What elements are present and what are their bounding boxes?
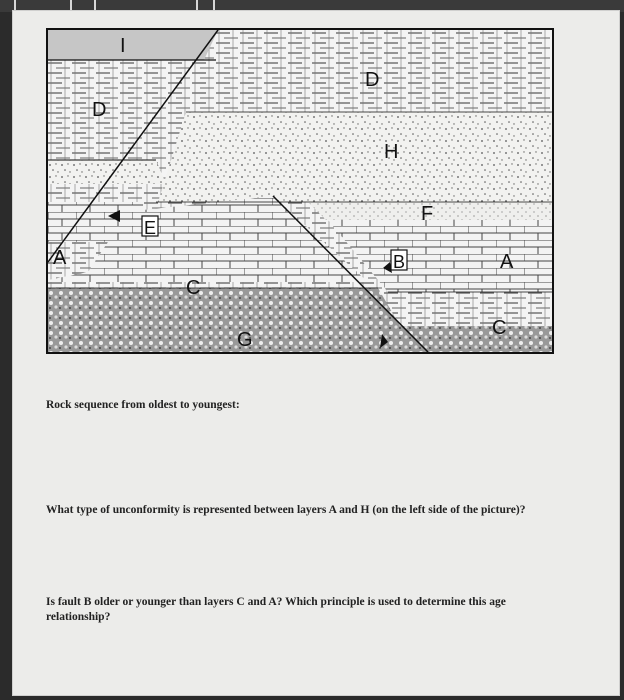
label-G: G	[237, 329, 253, 351]
question-unconformity: What type of unconformity is represented between layers A and H (on the left side of the picture)?	[46, 504, 526, 516]
geologic-cross-section	[46, 28, 554, 354]
question-rock-sequence: Rock sequence from oldest to youngest:	[46, 399, 240, 411]
label-A-left: A	[53, 247, 67, 269]
label-A-right: A	[500, 251, 514, 273]
label-B: B	[393, 252, 406, 272]
label-C-left: C	[186, 277, 201, 299]
label-C-right: C	[492, 317, 507, 339]
label-I: I	[120, 35, 126, 57]
label-E: E	[144, 218, 157, 238]
question-fault-age: Is fault B older or younger than layers C and A? Which principle is used to determine this age relationship?	[46, 596, 506, 623]
layer-G-conglomerate	[48, 288, 400, 326]
label-H: H	[384, 141, 399, 163]
label-D-left: D	[92, 99, 107, 121]
layer-G-base	[48, 326, 552, 352]
layer-H-sandstone	[158, 112, 552, 202]
layer-I	[48, 30, 218, 60]
label-D-top: D	[365, 69, 380, 91]
label-F: F	[421, 203, 434, 225]
